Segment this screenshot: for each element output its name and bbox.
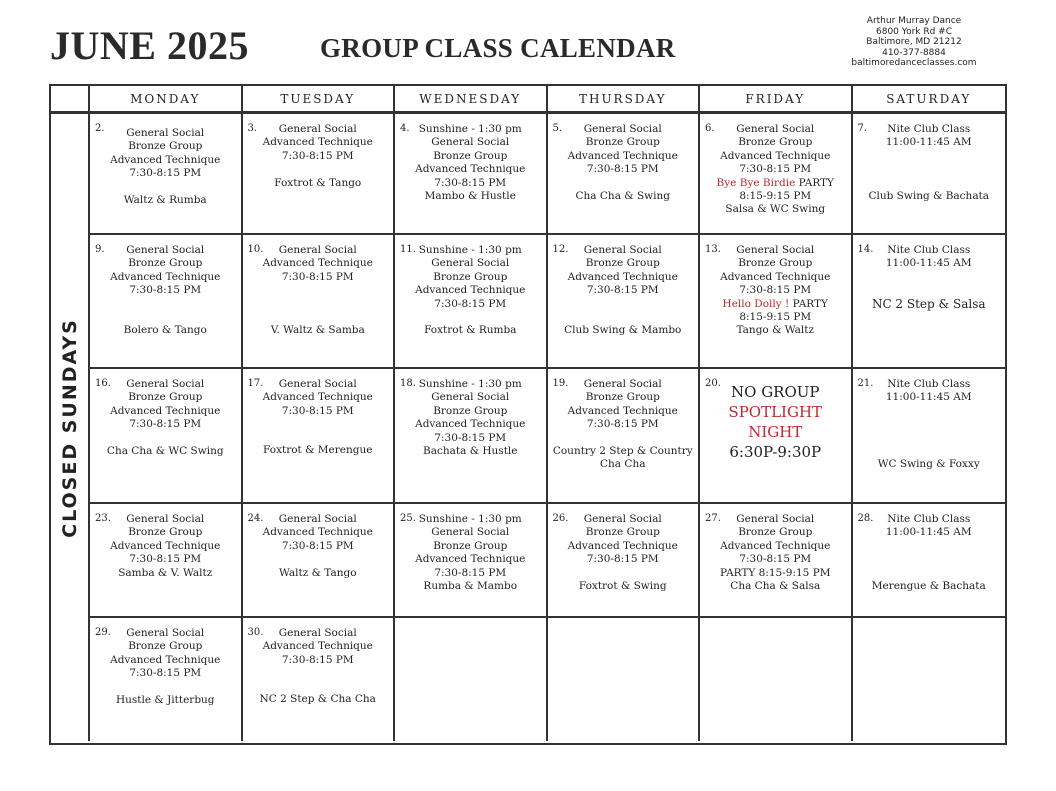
day-cell-10: [243, 235, 396, 369]
class-line: Sunshine - 1:30 pm: [418, 123, 522, 135]
dance-styles: Samba & V. Waltz: [118, 566, 213, 579]
class-line: General Social: [278, 378, 357, 390]
class-time: 7:30-8:15 PM: [434, 566, 507, 579]
day-cell-13: [700, 235, 853, 369]
class-time: 7:30-8:15 PM: [434, 431, 507, 444]
day-cell-27: [700, 504, 853, 618]
class-time: 7:30-8:15 PM: [434, 297, 507, 310]
night-label: NIGHT: [748, 423, 803, 441]
empty-cell: [395, 618, 548, 741]
class-line: General Social: [583, 513, 662, 525]
class-line: Advanced Technique: [720, 539, 831, 552]
dance-styles: Foxtrot & Tango: [274, 176, 362, 189]
day-number: 27.: [705, 513, 721, 524]
dance-styles: V. Waltz & Samba: [270, 324, 365, 337]
dance-styles: Foxtrot & Merengue: [263, 444, 373, 457]
header-tuesday: TUESDAY: [243, 86, 396, 114]
day-cell-26: [548, 504, 701, 618]
empty-cell: [853, 618, 1006, 741]
day-cell-7: [853, 114, 1006, 235]
class-line: Bronze Group: [128, 140, 203, 153]
day-number: 30.: [247, 627, 264, 638]
class-line: General Social: [431, 526, 510, 539]
day-cell-28: [853, 504, 1006, 618]
studio-website: baltimoredanceclasses.com: [851, 58, 977, 68]
spotlight-label: SPOTLIGHT: [728, 403, 823, 421]
day-cell-14: [853, 235, 1006, 369]
day-cell-17: [243, 369, 396, 504]
day-number: 28.: [857, 513, 874, 524]
class-line: Sunshine - 1:30 pm: [418, 244, 522, 256]
class-line: Advanced Technique: [110, 539, 221, 552]
day-cell-29: [90, 618, 243, 741]
dance-styles: Cha Cha: [600, 458, 646, 471]
party-line: [704, 298, 847, 311]
dance-styles: Rumba & Mambo: [423, 580, 518, 593]
dance-styles: Mambo & Hustle: [424, 190, 516, 203]
day-number: 12.: [552, 244, 569, 255]
day-number: 5.: [552, 123, 563, 134]
party-word: PARTY: [789, 297, 828, 310]
class-line: Bronze Group: [128, 257, 203, 270]
class-line: Bronze Group: [433, 404, 508, 417]
dance-styles: Tango & Waltz: [736, 324, 815, 337]
day-number: 2.: [95, 123, 105, 134]
class-line: Advanced Technique: [567, 149, 678, 162]
class-line: General Social: [126, 244, 205, 256]
class-line: Advanced Technique: [415, 418, 526, 431]
day-cell-2: [90, 114, 243, 235]
class-line: Bronze Group: [433, 539, 508, 552]
studio-city: Baltimore, MD 21212: [866, 37, 962, 47]
studio-name: Arthur Murray Dance: [866, 16, 962, 26]
class-line: Advanced Technique: [262, 526, 373, 539]
class-line: Bronze Group: [738, 136, 813, 149]
day-number: 18.: [400, 378, 416, 389]
day-number: 20.: [705, 378, 721, 389]
day-number: 13.: [705, 244, 721, 255]
day-cell-12: [548, 235, 701, 369]
class-line: Advanced Technique: [720, 270, 831, 283]
class-line: Bronze Group: [128, 640, 203, 653]
dance-styles: WC Swing & Foxxy: [877, 457, 980, 470]
day-number: 26.: [552, 513, 569, 524]
day-cell-19: [548, 369, 701, 504]
class-line: Bronze Group: [738, 526, 813, 539]
empty-cell: [700, 618, 853, 741]
class-line: Advanced Technique: [567, 539, 678, 552]
class-time: 7:30-8:15 PM: [281, 539, 354, 552]
class-time: 7:30-8:15 PM: [129, 418, 202, 431]
class-time: 7:30-8:15 PM: [586, 553, 659, 566]
dance-styles: Foxtrot & Swing: [578, 580, 667, 593]
day-number: 11.: [400, 244, 416, 255]
day-number: 17.: [247, 378, 264, 389]
class-time: 7:30-8:15 PM: [129, 667, 202, 680]
class-line: Advanced Technique: [110, 270, 221, 283]
day-cell-4: [395, 114, 548, 235]
class-line: General Social: [126, 127, 205, 139]
class-line: Sunshine - 1:30 pm: [418, 513, 522, 525]
day-cell-20: [700, 369, 853, 504]
class-line: General Social: [583, 244, 662, 256]
class-time: 7:30-8:15 PM: [281, 149, 354, 162]
class-time: 11:00-11:45 AM: [885, 391, 972, 404]
day-number: 19.: [552, 378, 569, 389]
class-line: General Social: [431, 257, 510, 270]
class-line: Bronze Group: [433, 149, 508, 162]
class-line: General Social: [126, 378, 205, 390]
day-number: 23.: [95, 513, 111, 524]
class-time: 7:30-8:15 PM: [129, 284, 202, 297]
class-line: Nite Club Class: [887, 378, 971, 390]
class-line: General Social: [431, 391, 510, 404]
day-cell-9: [90, 235, 243, 369]
class-time: 7:30-8:15 PM: [739, 284, 812, 297]
class-line: General Social: [278, 627, 357, 639]
day-cell-18: [395, 369, 548, 504]
day-cell-21: [853, 369, 1006, 504]
class-time: 11:00-11:45 AM: [885, 526, 972, 539]
class-line: Bronze Group: [128, 391, 203, 404]
class-line: General Social: [278, 513, 357, 525]
day-number: 4.: [400, 123, 410, 134]
class-time: 7:30-8:15 PM: [586, 163, 659, 176]
class-line: Advanced Technique: [720, 149, 831, 162]
class-line: Advanced Technique: [262, 136, 373, 149]
class-time: 7:30-8:15 PM: [129, 167, 202, 180]
class-line: Nite Club Class: [887, 513, 971, 525]
class-line: Sunshine - 1:30 pm: [418, 378, 522, 390]
class-time: 7:30-8:15 PM: [434, 176, 507, 189]
dance-styles: Bolero & Tango: [123, 323, 207, 336]
class-line: Advanced Technique: [415, 163, 526, 176]
party-time: 8:15-9:15 PM: [739, 311, 812, 324]
day-number: 25.: [400, 513, 416, 524]
studio-address: [840, 16, 988, 69]
class-line: General Social: [736, 244, 815, 256]
class-time: 11:00-11:45 AM: [885, 136, 972, 149]
class-line: General Social: [583, 378, 662, 390]
closed-sundays-label: CLOSED SUNDAYS: [58, 317, 81, 538]
class-line: Nite Club Class: [887, 244, 971, 256]
class-line: General Social: [736, 513, 815, 525]
class-line: Advanced Technique: [415, 553, 526, 566]
day-number: 24.: [247, 513, 264, 524]
header-friday: FRIDAY: [700, 86, 853, 114]
class-line: General Social: [278, 123, 357, 135]
day-cell-11: [395, 235, 548, 369]
studio-street: 6800 York Rd #C: [876, 26, 952, 37]
class-line: Advanced Technique: [110, 404, 221, 417]
class-line: Bronze Group: [585, 257, 660, 270]
day-cell-23: [90, 504, 243, 618]
class-line: General Social: [126, 513, 205, 525]
class-time: 7:30-8:15 PM: [281, 653, 354, 666]
class-line: General Social: [126, 627, 205, 639]
class-time: 7:30-8:15 PM: [586, 418, 659, 431]
dance-styles: Country 2 Step & Country: [552, 445, 693, 458]
closed-sundays-column: [51, 114, 90, 741]
class-line: Nite Club Class: [887, 123, 971, 135]
empty-cell: [548, 618, 701, 741]
dance-styles: Cha Cha & WC Swing: [106, 445, 224, 458]
spotlight-time: 6:30P-9:30P: [729, 443, 822, 461]
class-time: 7:30-8:15 PM: [281, 404, 354, 417]
header-wednesday: WEDNESDAY: [395, 86, 548, 114]
day-cell-16: [90, 369, 243, 504]
day-number: 7.: [857, 123, 868, 134]
dance-styles: Cha Cha & Salsa: [730, 580, 821, 593]
class-time: 7:30-8:15 PM: [739, 163, 812, 176]
class-line: Bronze Group: [585, 391, 660, 404]
class-line: Advanced Technique: [262, 257, 373, 270]
day-number: 3.: [247, 123, 258, 134]
dance-styles: Club Swing & Bachata: [868, 189, 990, 202]
day-number: 9.: [95, 244, 105, 255]
dance-styles: Hustle & Jitterbug: [115, 694, 215, 707]
dance-styles: Merengue & Bachata: [871, 579, 986, 592]
class-line: General Social: [278, 244, 357, 256]
dance-styles: Bachata & Hustle: [423, 445, 518, 458]
dance-styles: Cha Cha & Swing: [575, 190, 670, 203]
day-cell-6: [700, 114, 853, 235]
class-time: 7:30-8:15 PM: [586, 284, 659, 297]
header-saturday: SATURDAY: [853, 86, 1006, 114]
dance-styles: Club Swing & Mambo: [564, 323, 682, 336]
day-cell-5: [548, 114, 701, 235]
class-time: 7:30-8:15 PM: [739, 553, 812, 566]
class-line: Advanced Technique: [567, 270, 678, 283]
day-number: 14.: [857, 244, 874, 255]
class-line: General Social: [431, 136, 510, 149]
class-time: 11:00-11:45 AM: [885, 257, 972, 270]
day-number: 29.: [95, 627, 111, 638]
day-cell-25: [395, 504, 548, 618]
day-number: 21.: [857, 378, 874, 389]
no-group-notice: NO GROUP: [731, 383, 820, 401]
party-name: Hello Dolly !: [722, 297, 790, 310]
party-time: PARTY 8:15-9:15 PM: [719, 566, 831, 579]
party-name: Bye Bye Birdie: [716, 176, 796, 189]
dance-styles: Waltz & Tango: [278, 566, 357, 579]
class-line: Advanced Technique: [262, 391, 373, 404]
dance-styles: Waltz & Rumba: [123, 194, 207, 207]
party-time: 8:15-9:15 PM: [739, 190, 812, 203]
dance-styles: NC 2 Step & Salsa: [871, 296, 986, 311]
calendar-title: GROUP CLASS CALENDAR: [320, 33, 676, 63]
class-line: Advanced Technique: [110, 153, 221, 166]
class-line: Bronze Group: [585, 136, 660, 149]
calendar-grid: [49, 84, 1007, 745]
class-time: 7:30-8:15 PM: [281, 270, 354, 283]
calendar-corner: [51, 86, 90, 114]
party-word: PARTY: [795, 176, 834, 189]
class-line: General Social: [583, 123, 662, 135]
day-number: 10.: [247, 244, 264, 255]
day-cell-30: [243, 618, 396, 741]
header-monday: MONDAY: [90, 86, 243, 114]
class-line: Bronze Group: [585, 526, 660, 539]
dance-styles: NC 2 Step & Cha Cha: [259, 693, 376, 706]
header-thursday: THURSDAY: [548, 86, 701, 114]
day-cell-3: [243, 114, 396, 235]
class-line: Bronze Group: [433, 270, 508, 283]
day-cell-24: [243, 504, 396, 618]
class-line: Advanced Technique: [415, 284, 526, 297]
class-line: Advanced Technique: [110, 653, 221, 666]
month-title: JUNE 2025: [50, 23, 249, 68]
day-number: 6.: [705, 123, 715, 134]
dance-styles: Foxtrot & Rumba: [424, 324, 517, 337]
class-line: Bronze Group: [738, 257, 813, 270]
class-line: Bronze Group: [128, 526, 203, 539]
class-line: General Social: [736, 123, 815, 135]
dance-styles: Salsa & WC Swing: [725, 203, 826, 216]
class-line: Advanced Technique: [567, 404, 678, 417]
studio-phone: 410-377-8884: [882, 47, 946, 58]
day-number: 16.: [95, 378, 111, 389]
class-time: 7:30-8:15 PM: [129, 553, 202, 566]
party-line: [704, 177, 847, 190]
class-line: Advanced Technique: [262, 640, 373, 653]
